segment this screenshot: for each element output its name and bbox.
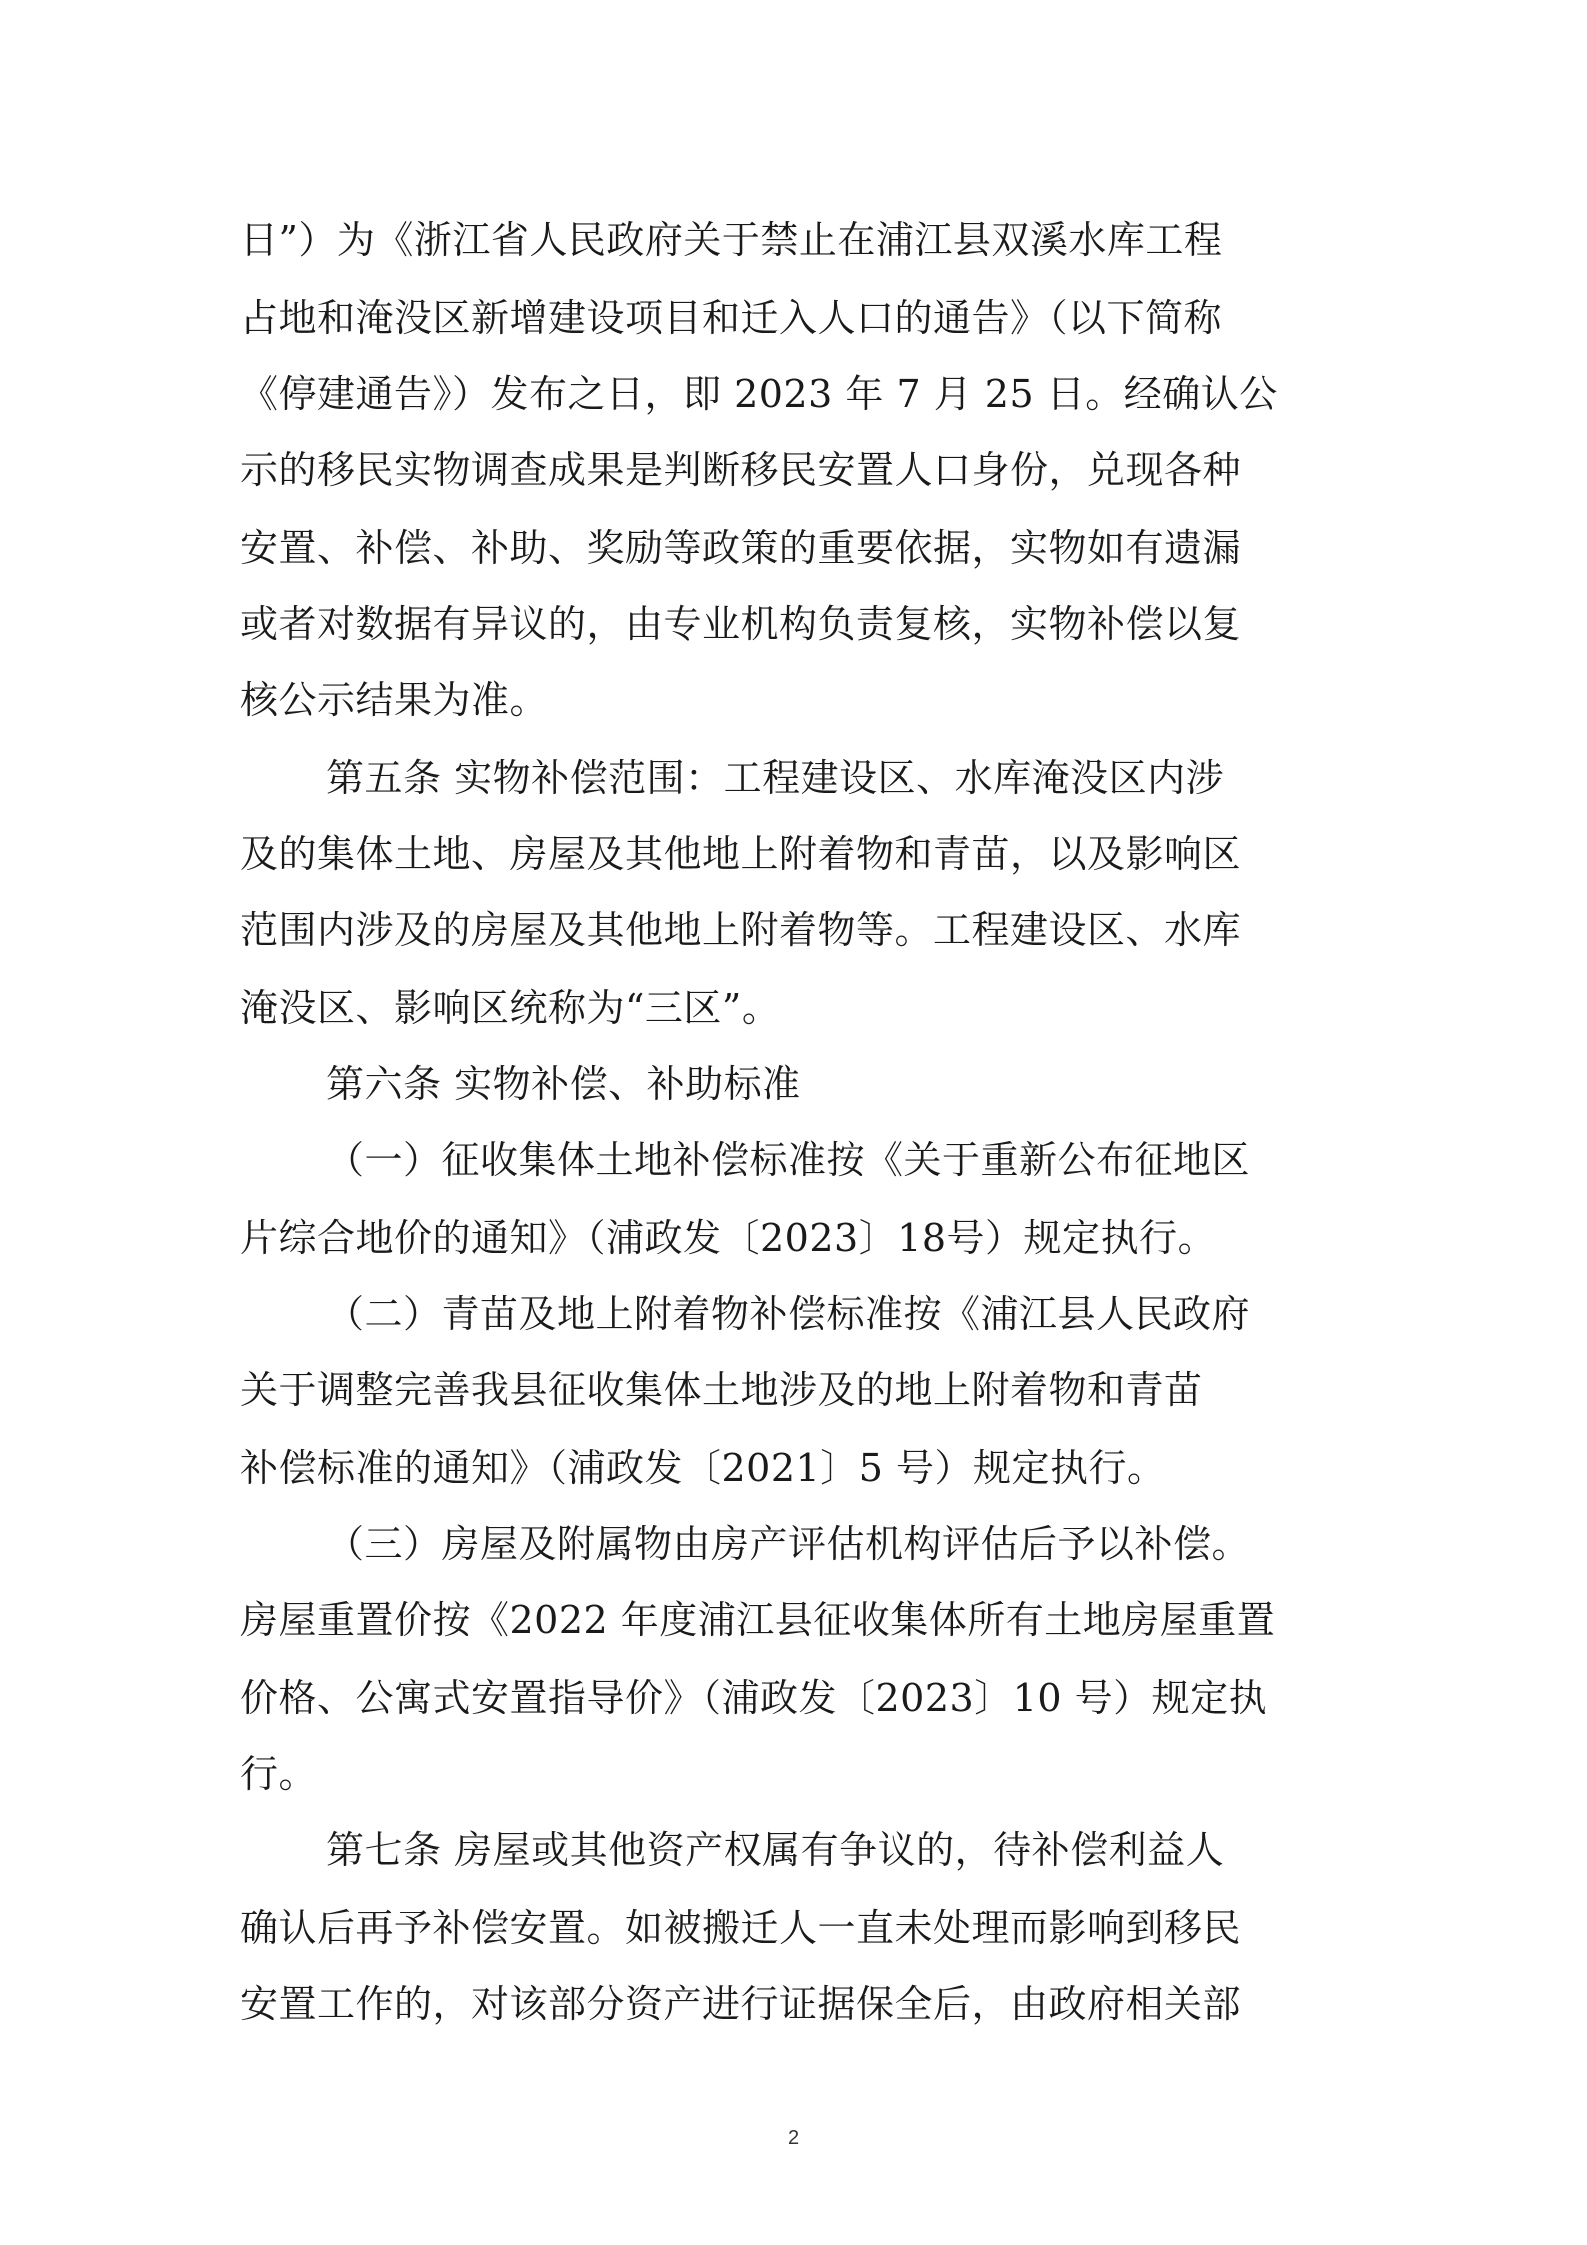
- text-line: 片综合地价的通知》（浦政发〔2023〕18号）规定执行。: [240, 1216, 1217, 1260]
- text-line: 行。: [240, 1752, 318, 1796]
- text-line: 及的集体土地、房屋及其他地上附着物和青苗，以及影响区: [240, 832, 1242, 876]
- clause-2-line: （二）青苗及地上附着物补偿标准按《浦江县人民政府: [326, 1292, 1251, 1336]
- text-line: 淹没区、影响区统称为“三区”。: [240, 986, 781, 1030]
- text-line: 核公示结果为准。: [240, 678, 549, 722]
- article-7-heading-line: 第七条 房屋或其他资产权属有争议的，待补偿利益人: [326, 1828, 1225, 1872]
- text-line: 安置、补偿、补助、奖励等政策的重要依据，实物如有遗漏: [240, 526, 1242, 570]
- text-line: 或者对数据有异议的，由专业机构负责复核，实物补偿以复: [240, 602, 1242, 646]
- text-line: 补偿标准的通知》（浦政发〔2021〕5 号）规定执行。: [240, 1446, 1166, 1490]
- text-line: 日”）为《浙江省人民政府关于禁止在浦江县双溪水库工程: [240, 218, 1223, 262]
- text-line: 价格、公寓式安置指导价》（浦政发〔2023〕10 号）规定执: [240, 1676, 1268, 1720]
- clause-1-line: （一）征收集体土地补偿标准按《关于重新公布征地区: [326, 1138, 1251, 1182]
- article-5-heading-line: 第五条 实物补偿范围：工程建设区、水库淹没区内涉: [326, 756, 1225, 800]
- text-line: 示的移民实物调查成果是判断移民安置人口身份，兑现各种: [240, 448, 1242, 492]
- text-line: 《停建通告》）发布之日，即 2023 年 7 月 25 日。经确认公: [240, 372, 1278, 416]
- text-line: 房屋重置价按《2022 年度浦江县征收集体所有土地房屋重置: [240, 1598, 1276, 1642]
- text-line: 范围内涉及的房屋及其他地上附着物等。工程建设区、水库: [240, 908, 1242, 952]
- text-line: 关于调整完善我县征收集体土地涉及的地上附着物和青苗: [240, 1368, 1203, 1412]
- text-line: 占地和淹没区新增建设项目和迁入人口的通告》（以下简称: [240, 296, 1223, 340]
- clause-3-line: （三）房屋及附属物由房产评估机构评估后予以补偿。: [326, 1522, 1251, 1566]
- page-number: 2: [787, 2127, 800, 2149]
- article-6-heading-line: 第六条 实物补偿、补助标准: [326, 1062, 801, 1106]
- text-line: 安置工作的，对该部分资产进行证据保全后，由政府相关部: [240, 1982, 1242, 2026]
- text-line: 确认后再予补偿安置。如被搬迁人一直未处理而影响到移民: [240, 1906, 1242, 1950]
